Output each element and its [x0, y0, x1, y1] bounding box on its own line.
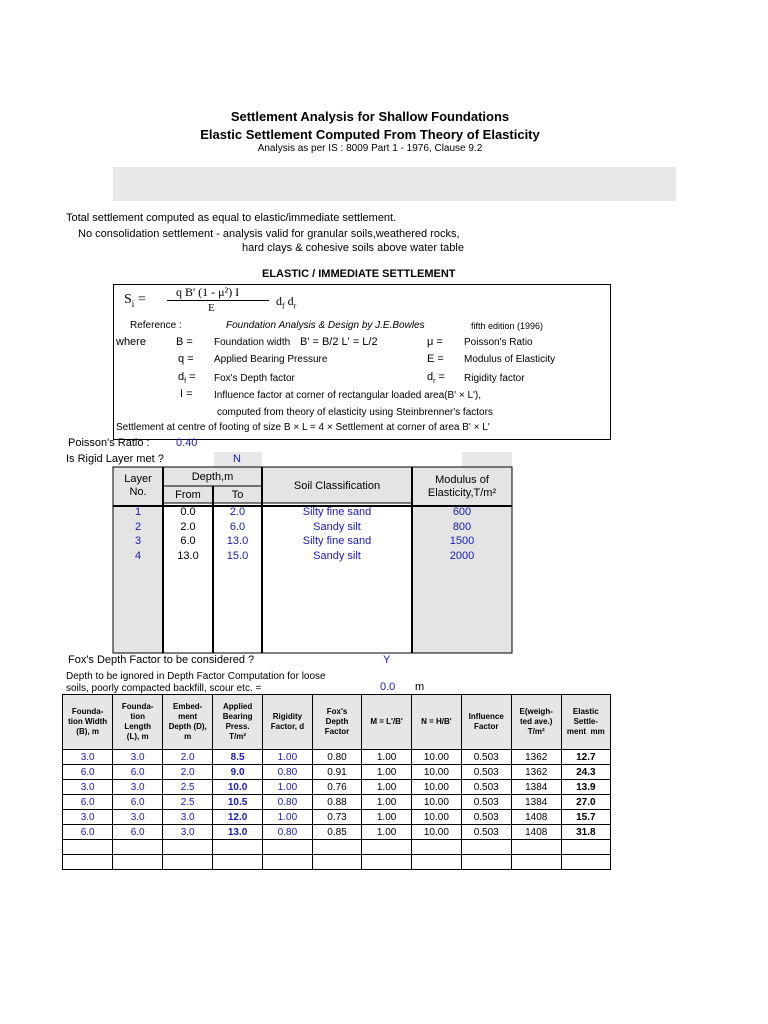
centre-settlement-note: Settlement at centre of footing of size B × L = 4 × Settlement at corner of area B' × L'	[116, 422, 490, 433]
results-cell-empty[interactable]	[213, 840, 263, 855]
results-header-cell: M = L'/B'	[362, 695, 412, 750]
results-cell: 0.503	[461, 765, 511, 780]
where-label: where	[116, 336, 146, 348]
results-cell: 27.0	[561, 795, 610, 810]
layer-e-cell[interactable]: 2000	[449, 549, 475, 562]
def-b-symbol: B =	[176, 336, 193, 348]
soil-header: Soil Classification	[293, 480, 381, 492]
table-row-empty	[63, 840, 611, 855]
layer-no-cell: 4	[134, 549, 142, 562]
results-cell-empty[interactable]	[312, 855, 361, 870]
code-reference: Analysis as per IS : 8009 Part 1 - 1976, Clause 9.2	[257, 143, 483, 154]
results-cell: 0.503	[461, 810, 511, 825]
ignore-value[interactable]: 0.0	[380, 681, 396, 693]
results-cell: 31.8	[561, 825, 610, 840]
def-df-desc: Fox's Depth factor	[214, 373, 295, 384]
layer-from-cell[interactable]: 6.0	[180, 535, 196, 547]
results-cell[interactable]: 8.5	[213, 750, 263, 765]
results-cell: 1.00	[362, 765, 412, 780]
results-cell-empty[interactable]	[412, 855, 462, 870]
layer-no-cell: 1	[134, 506, 142, 518]
layer-from-cell[interactable]: 13.0	[177, 549, 199, 562]
layer-e-cell[interactable]: 800	[452, 520, 472, 533]
def-df-symbol: $d_f$ =	[178, 371, 196, 386]
results-cell: 15.7	[561, 810, 610, 825]
results-cell-empty[interactable]	[412, 840, 462, 855]
results-table	[62, 694, 611, 870]
results-header-cell: Elastic Settle- ment mm	[561, 695, 610, 750]
def-mu-symbol: μ =	[427, 336, 443, 348]
steinbrenner-note: computed from theory of elasticity using Steinbrenner's factors	[217, 407, 493, 418]
results-cell[interactable]: 6.0	[113, 825, 163, 840]
results-cell[interactable]: 1.00	[262, 780, 312, 795]
intro-line-2: No consolidation settlement - analysis valid for granular soils,weathered rocks,	[78, 228, 460, 240]
table-row	[63, 750, 611, 765]
results-cell: 1408	[511, 825, 561, 840]
results-cell: 1362	[511, 765, 561, 780]
results-cell[interactable]: 3.0	[163, 810, 213, 825]
layer-to-cell[interactable]: 2.0	[229, 506, 246, 518]
results-cell-empty[interactable]	[63, 855, 113, 870]
table-row-empty	[63, 855, 611, 870]
ignore-line-2: soils, poorly compacted backfill, scour etc. =	[66, 683, 262, 694]
results-header-cell: Embed- ment Depth (D), m	[163, 695, 213, 750]
results-cell[interactable]: 1.00	[262, 750, 312, 765]
intro-line-1: Total settlement computed as equal to elastic/immediate settlement.	[66, 212, 397, 224]
from-header: From	[175, 489, 201, 501]
layer-soil-cell[interactable]: Sandy silt	[313, 520, 361, 533]
intro-line-3: hard clays & cohesive soils above water table	[242, 242, 464, 254]
results-cell-empty[interactable]	[362, 840, 412, 855]
results-cell: 10.00	[412, 795, 462, 810]
results-cell[interactable]: 0.80	[262, 825, 312, 840]
layer-to-cell[interactable]: 15.0	[226, 549, 249, 562]
results-cell-empty[interactable]	[511, 855, 561, 870]
results-cell-empty[interactable]	[511, 840, 561, 855]
results-cell: 1384	[511, 795, 561, 810]
table-row	[63, 780, 611, 795]
results-cell[interactable]: 13.0	[213, 825, 263, 840]
results-header-cell: N = H/B'	[412, 695, 462, 750]
formula-numerator: q B' (1 - μ²) I	[176, 285, 240, 299]
results-cell: 10.00	[412, 750, 462, 765]
results-cell[interactable]: 3.0	[63, 780, 113, 795]
results-cell-empty[interactable]	[461, 855, 511, 870]
results-header-cell: Rigidity Factor, d	[262, 695, 312, 750]
results-cell-empty[interactable]	[213, 855, 263, 870]
results-cell[interactable]: 6.0	[63, 825, 113, 840]
results-header-cell: Founda- tion Width (B), m	[63, 695, 113, 750]
table-row	[63, 825, 611, 840]
results-cell-empty[interactable]	[362, 855, 412, 870]
results-cell[interactable]: 1.00	[262, 810, 312, 825]
page-title: Settlement Analysis for Shallow Foundations	[230, 109, 510, 124]
results-cell: 0.503	[461, 780, 511, 795]
results-header-cell: Applied Bearing Press. T/m²	[213, 695, 263, 750]
results-cell[interactable]: 2.0	[163, 765, 213, 780]
results-cell: 12.7	[561, 750, 610, 765]
def-mu-desc: Poisson's Ratio	[464, 337, 533, 348]
rigid-layer-label: Is Rigid Layer met ?	[66, 453, 164, 465]
results-cell[interactable]: 6.0	[63, 795, 113, 810]
results-cell-empty[interactable]	[262, 840, 312, 855]
results-cell: 24.3	[561, 765, 610, 780]
results-cell: 0.85	[312, 825, 361, 840]
layer-no-cell: 3	[134, 535, 142, 547]
def-dr-symbol: $d_r$ =	[427, 371, 445, 386]
reference-label: Reference :	[130, 320, 182, 331]
results-cell: 1.00	[362, 810, 412, 825]
results-body	[63, 750, 611, 870]
formula-denominator: E	[208, 302, 215, 314]
results-cell[interactable]: 3.0	[163, 825, 213, 840]
ignore-unit: m	[415, 681, 425, 693]
results-cell[interactable]: 3.0	[63, 810, 113, 825]
layer-soil-cell[interactable]: Sandy silt	[313, 549, 361, 562]
results-cell[interactable]: 2.5	[163, 795, 213, 810]
results-cell[interactable]: 0.80	[262, 795, 312, 810]
def-i-desc: Influence factor at corner of rectangular loaded area(B' × L'),	[214, 390, 482, 401]
results-cell: 1384	[511, 780, 561, 795]
poisson-label: Poisson's Ratio :	[68, 437, 150, 449]
results-cell[interactable]: 3.0	[113, 750, 163, 765]
results-cell[interactable]: 2.5	[163, 780, 213, 795]
results-cell: 1408	[511, 810, 561, 825]
results-header-row	[63, 695, 611, 750]
results-cell: 1.00	[362, 795, 412, 810]
reference-book: Foundation Analysis & Design by J.E.Bowles	[226, 320, 425, 331]
section-title: ELASTIC / IMMEDIATE SETTLEMENT	[262, 268, 456, 280]
results-cell[interactable]: 10.0	[213, 780, 263, 795]
results-cell: 0.503	[461, 795, 511, 810]
results-cell-empty[interactable]	[113, 840, 163, 855]
def-e-symbol: E =	[427, 353, 444, 365]
results-cell-empty[interactable]	[262, 855, 312, 870]
results-cell-empty[interactable]	[312, 840, 361, 855]
results-header-cell: Founda- tion Length (L), m	[113, 695, 163, 750]
results-cell: 0.503	[461, 750, 511, 765]
def-e-desc: Modulus of Elasticity	[464, 354, 556, 365]
results-cell[interactable]: 3.0	[113, 810, 163, 825]
formula-factors: $d_f$ $d_r$	[276, 294, 297, 311]
results-cell: 10.00	[412, 765, 462, 780]
layer-from-cell[interactable]: 0.0	[180, 506, 196, 518]
results-cell-empty[interactable]	[561, 840, 610, 855]
def-dr-desc: Rigidity factor	[464, 373, 525, 384]
results-header-cell: E(weigh- ted ave.) T/m²	[511, 695, 561, 750]
layer-from-cell[interactable]: 2.0	[180, 520, 196, 533]
layer-e-cell[interactable]: 1500	[449, 535, 475, 547]
results-cell: 0.73	[312, 810, 361, 825]
results-cell: 13.9	[561, 780, 610, 795]
results-cell: 10.00	[412, 810, 462, 825]
results-cell[interactable]: 6.0	[113, 765, 163, 780]
results-cell: 1.00	[362, 780, 412, 795]
results-cell: 10.00	[412, 780, 462, 795]
def-b-half: B' = B/2 L' = L/2	[300, 336, 378, 348]
rigid-layer-value[interactable]: N	[233, 453, 241, 465]
def-i-symbol: I =	[180, 388, 193, 400]
layer-no-header: Layer No.	[124, 473, 152, 498]
def-q-symbol: q =	[178, 353, 194, 365]
ignore-line-1: Depth to be ignored in Depth Factor Computation for loose	[66, 671, 326, 682]
results-cell-empty[interactable]	[113, 855, 163, 870]
table-row	[63, 810, 611, 825]
results-header-cell: Influence Factor	[461, 695, 511, 750]
results-cell-empty[interactable]	[461, 840, 511, 855]
fox-label: Fox's Depth Factor to be considered ?	[68, 654, 255, 666]
results-cell: 10.00	[412, 825, 462, 840]
def-b-desc: Foundation width	[214, 337, 291, 348]
results-cell[interactable]: 0.80	[262, 765, 312, 780]
results-cell[interactable]: 9.0	[213, 765, 263, 780]
layer-no-cell: 2	[134, 520, 142, 533]
results-cell: 0.76	[312, 780, 361, 795]
results-cell[interactable]: 3.0	[63, 750, 113, 765]
results-cell: 0.503	[461, 825, 511, 840]
results-cell: 1362	[511, 750, 561, 765]
page-subtitle: Elastic Settlement Computed From Theory of Elasticity	[200, 127, 540, 142]
modulus-header: Modulus of Elasticity,T/m²	[427, 474, 497, 499]
results-cell: 1.00	[362, 750, 412, 765]
reference-edition: fifth edition (1996)	[471, 321, 544, 331]
results-cell-empty[interactable]	[561, 855, 610, 870]
table-row	[63, 795, 611, 810]
results-cell[interactable]: 12.0	[213, 810, 263, 825]
poisson-value[interactable]: 0.40	[176, 437, 198, 449]
results-header-cell: Fox's Depth Factor	[312, 695, 361, 750]
results-cell-empty[interactable]	[163, 855, 213, 870]
layer-soil-cell[interactable]: Silty fine sand	[302, 535, 372, 547]
results-cell[interactable]: 6.0	[63, 765, 113, 780]
def-q-desc: Applied Bearing Pressure	[214, 354, 328, 365]
results-cell[interactable]: 10.5	[213, 795, 263, 810]
depth-header: Depth,m	[191, 471, 234, 483]
results-cell: 0.91	[312, 765, 361, 780]
layer-to-cell[interactable]: 13.0	[226, 535, 249, 547]
layer-soil-cell[interactable]: Silty fine sand	[302, 506, 372, 518]
results-cell-empty[interactable]	[163, 840, 213, 855]
fox-value[interactable]: Y	[383, 654, 391, 666]
results-cell[interactable]: 6.0	[113, 795, 163, 810]
layer-to-cell[interactable]: 6.0	[229, 520, 246, 533]
results-cell-empty[interactable]	[63, 840, 113, 855]
results-cell: 0.80	[312, 750, 361, 765]
results-cell: 0.88	[312, 795, 361, 810]
results-cell: 1.00	[362, 825, 412, 840]
results-cell[interactable]: 3.0	[113, 780, 163, 795]
layer-e-cell[interactable]: 600	[452, 506, 472, 518]
to-header: To	[231, 489, 244, 501]
results-cell[interactable]: 2.0	[163, 750, 213, 765]
table-row	[63, 765, 611, 780]
formula-lhs: $S_i$ =	[124, 292, 146, 309]
